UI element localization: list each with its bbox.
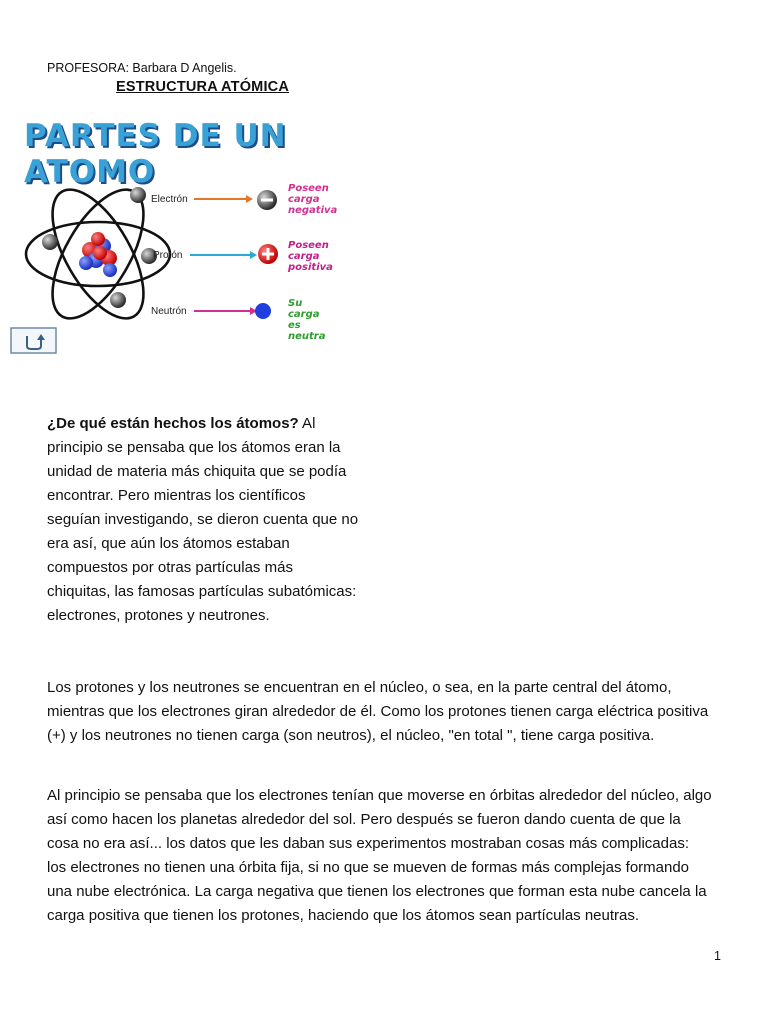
label-electron: Electrón <box>151 194 188 205</box>
electron-desc-line: Poseen <box>288 183 329 194</box>
electron-desc-line: negativa <box>288 205 338 216</box>
neutron-desc-line: neutra <box>288 331 326 342</box>
document-title: ESTRUCTURA ATÓMICA <box>116 79 290 95</box>
electron-arrow <box>194 195 253 203</box>
atom-nucleus <box>79 232 117 277</box>
proton-arrow <box>190 251 257 259</box>
paragraph-nucleus: Los protones y los neutrones se encuentran en el núcleo, o sea, en la parte central del átomo, mientras que los electrones giran alrededor de él. Como los protones tienen carga eléctrica positiva (+) y los neutrones no tienen carga (son neutros), el núcleo, "en total ", tiene carga positiva. <box>47 679 709 744</box>
proton-particle-icon <box>258 244 278 264</box>
label-proton: Protón <box>153 250 183 261</box>
neutron-desc-line: Su <box>288 298 303 309</box>
label-neutron: Neutrón <box>151 306 187 317</box>
figure-heading: PARTES DE UN ATOMO <box>24 118 287 190</box>
neutron-desc-line: es <box>288 320 301 331</box>
proton-desc-line: Poseen <box>288 240 329 251</box>
proton-desc-line: carga <box>288 251 320 262</box>
paragraph-intro-lead: ¿De qué están hechos los átomos? <box>47 415 299 432</box>
share-icon[interactable] <box>11 328 56 353</box>
proton-desc-line: positiva <box>288 262 333 273</box>
neutron-desc-line: carga <box>288 309 320 320</box>
electron-desc-line: carga <box>288 194 320 205</box>
neutron-particle-icon <box>255 303 271 319</box>
page-number: 1 <box>714 949 721 963</box>
paragraph-orbits: Al principio se pensaba que los electrones tenían que moverse en órbitas alrededor del núcleo, algo así como hacen los planetas alrededor del sol. Pero después se fueron dando cuenta de que la cosa no era así... los datos que les daban sus experimentos mostraban cosas más complicadas: los electrones no tienen una órbita fija, si no que se mueven de formas más complejas formando una nube electrónica. La carga negativa que tienen los electrones que forman esta nube cancela la carga positiva que tienen los protones, haciendo que los átomos sean partículas neutras. <box>47 787 712 924</box>
atom-figure <box>10 108 360 364</box>
paragraph-intro <box>47 412 359 628</box>
electron-particle-icon <box>257 190 277 210</box>
teacher-name: PROFESORA: Barbara D Angelis. <box>47 61 237 75</box>
paragraph-intro-text: Al principio se pensaba que los átomos eran la unidad de materia más chiquita que se podía encontrar. Pero mientras los científicos seguían investigando, se dieron cuenta que no era así, que aún los átomos estaban compuestos por otras partículas más chiquitas, las famosas partículas subatómicas: electrones, protones y neutrones. <box>47 415 359 624</box>
neutron-arrow <box>194 307 257 315</box>
